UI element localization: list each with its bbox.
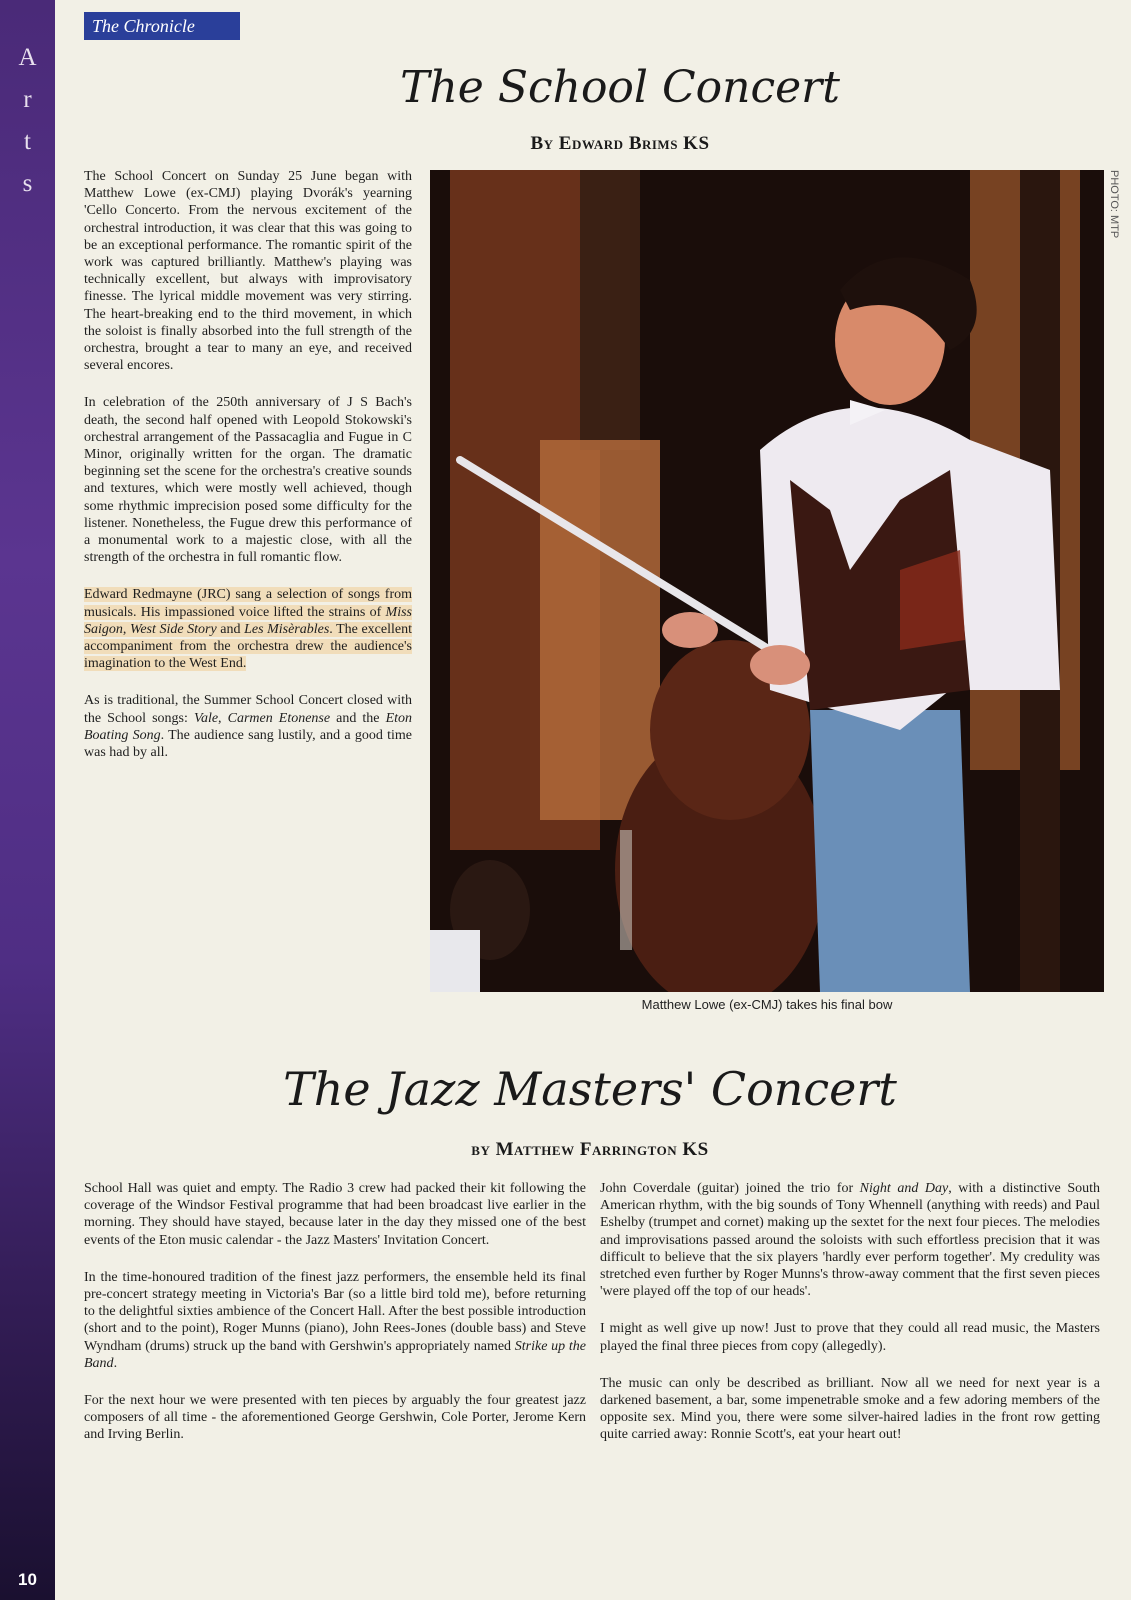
photo-caption: Matthew Lowe (ex-CMJ) takes his final bow xyxy=(641,997,893,1012)
article-title: The School Concert xyxy=(400,62,840,113)
arts-sidebar xyxy=(0,0,55,1600)
paragraph: For the next hour we were presented with ten pieces by arguably the four greatest jazz composers of all time - the aforementioned George Gershwin, Cole Porter, Jerome Kern and Irving Berlin. xyxy=(84,1393,586,1443)
article-column xyxy=(84,168,412,781)
photo-credit: PHOTO: MTP xyxy=(1108,170,1120,239)
paragraph: The School Concert on Sunday 25 June began with Matthew Lowe (ex-CMJ) playing Dvorák's yearning 'Cello Concerto. From the nervous excitement of the orchestral introduction, it was clear that this was going to be an exceptional performance. The romantic spirit of the work was captured brilliantly. Matthew's playing was technically excellent, but always with improvisatory finesse. The lyrical middle movement was very stirring. The heart-breaking end to the third movement, in which the soloist is finally absorbed into the full strength of the orchestra, brought a tear to many an eye, and received several encores. xyxy=(84,169,412,374)
paragraph: I might as well give up now! Just to prove that they could all read music, the Masters played the final three pieces from copy (allegedly). xyxy=(600,1321,1100,1354)
article-title: The Jazz Masters' Concert xyxy=(283,1062,897,1116)
paragraph: As is traditional, the Summer School Concert closed with the School songs: Vale, Carmen Etonense and the Eton Boating Song. The audience sang lustily, and a good time was had by all. xyxy=(84,693,413,761)
sidebar-letter: r xyxy=(23,86,32,113)
paragraph xyxy=(84,586,412,672)
sidebar-letter: A xyxy=(18,44,37,71)
sidebar-letter: s xyxy=(22,170,33,197)
paragraph: In the time-honoured tradition of the finest jazz performers, the ensemble held its final pre-concert strategy meeting in Victoria's Bar (so a little bird told me), before returning to the delightful sixties ambience of the Concert Hall. After the best possible introduction (short and to the point), Roger Munns (piano), John Rees-Jones (double bass) and Steve Wyndham (drums) struck up the band with Gershwin's appropriately named Strike up the Band. xyxy=(84,1269,586,1371)
article-column-left xyxy=(84,1180,586,1464)
concert-photo xyxy=(430,170,1104,992)
publication-label: The Chronicle xyxy=(84,12,240,40)
article-byline: By Edward Brims KS xyxy=(530,133,710,154)
paragraph: John Coverdale (guitar) joined the trio for Night and Day, with a distinctive South American rhythm, with the big sounds of Tony Whennell (anything with reeds) and Paul Eshelby (trumpet and cornet) making up the sextet for the next four pieces. The melodies and improvisations passed around the soloists with such effortless precision that it was difficult to believe that the six players 'hardly ever perform together'. My credulity was stretched even further by Roger Munns's throw-away comment that the first seven pieces 'were played off the top of our heads'. xyxy=(600,1181,1100,1300)
sidebar-letter: t xyxy=(24,128,31,155)
page-number: 10 xyxy=(18,1570,37,1589)
paragraph: In celebration of the 250th anniversary of J S Bach's death, the second half opened with Leopold Stokowski's orchestral arrangement of the Passacaglia and Fugue in C Minor, originally written for the organ. The dramatic beginning set the scene for the orchestra's creative sounds and textures, which were mostly well achieved, though some rhythmic imprecision posed some difficulty for the listener. Nonetheless, the Fugue drew this performance of a monumental work to a majestic close, with all the strength of the orchestra in full romantic flow. xyxy=(84,395,412,566)
highlighted-text: Edward Redmayne (JRC) sang a selection of songs from musicals. His impassioned voice lifted the strains of Miss Saigon, West Side Story and Les Misèrables. The excellent accompaniment from the orchestra drew the audience's imagination to the West End. xyxy=(84,587,412,672)
article-byline: by Matthew Farrington KS xyxy=(471,1139,709,1160)
cellist-illustration xyxy=(430,170,1104,992)
paragraph: School Hall was quiet and empty. The Radio 3 crew had packed their kit following the coverage of the Windsor Festival programme that had been broadcast live earlier in the morning. They should have stayed, because later in the day they missed one of the best events of the Eton music calendar - the Jazz Masters' Invitation Concert. xyxy=(84,1181,586,1248)
article-column-right xyxy=(600,1180,1100,1464)
paragraph: The music can only be described as brilliant. Now all we need for next year is a darkened basement, a bar, some impenetrable smoke and a few adoring members of the opposite sex. Mind you, there were some silver-haired ladies in the front row getting quite carried away: Ronnie Scott's, eat your heart out! xyxy=(600,1375,1100,1443)
